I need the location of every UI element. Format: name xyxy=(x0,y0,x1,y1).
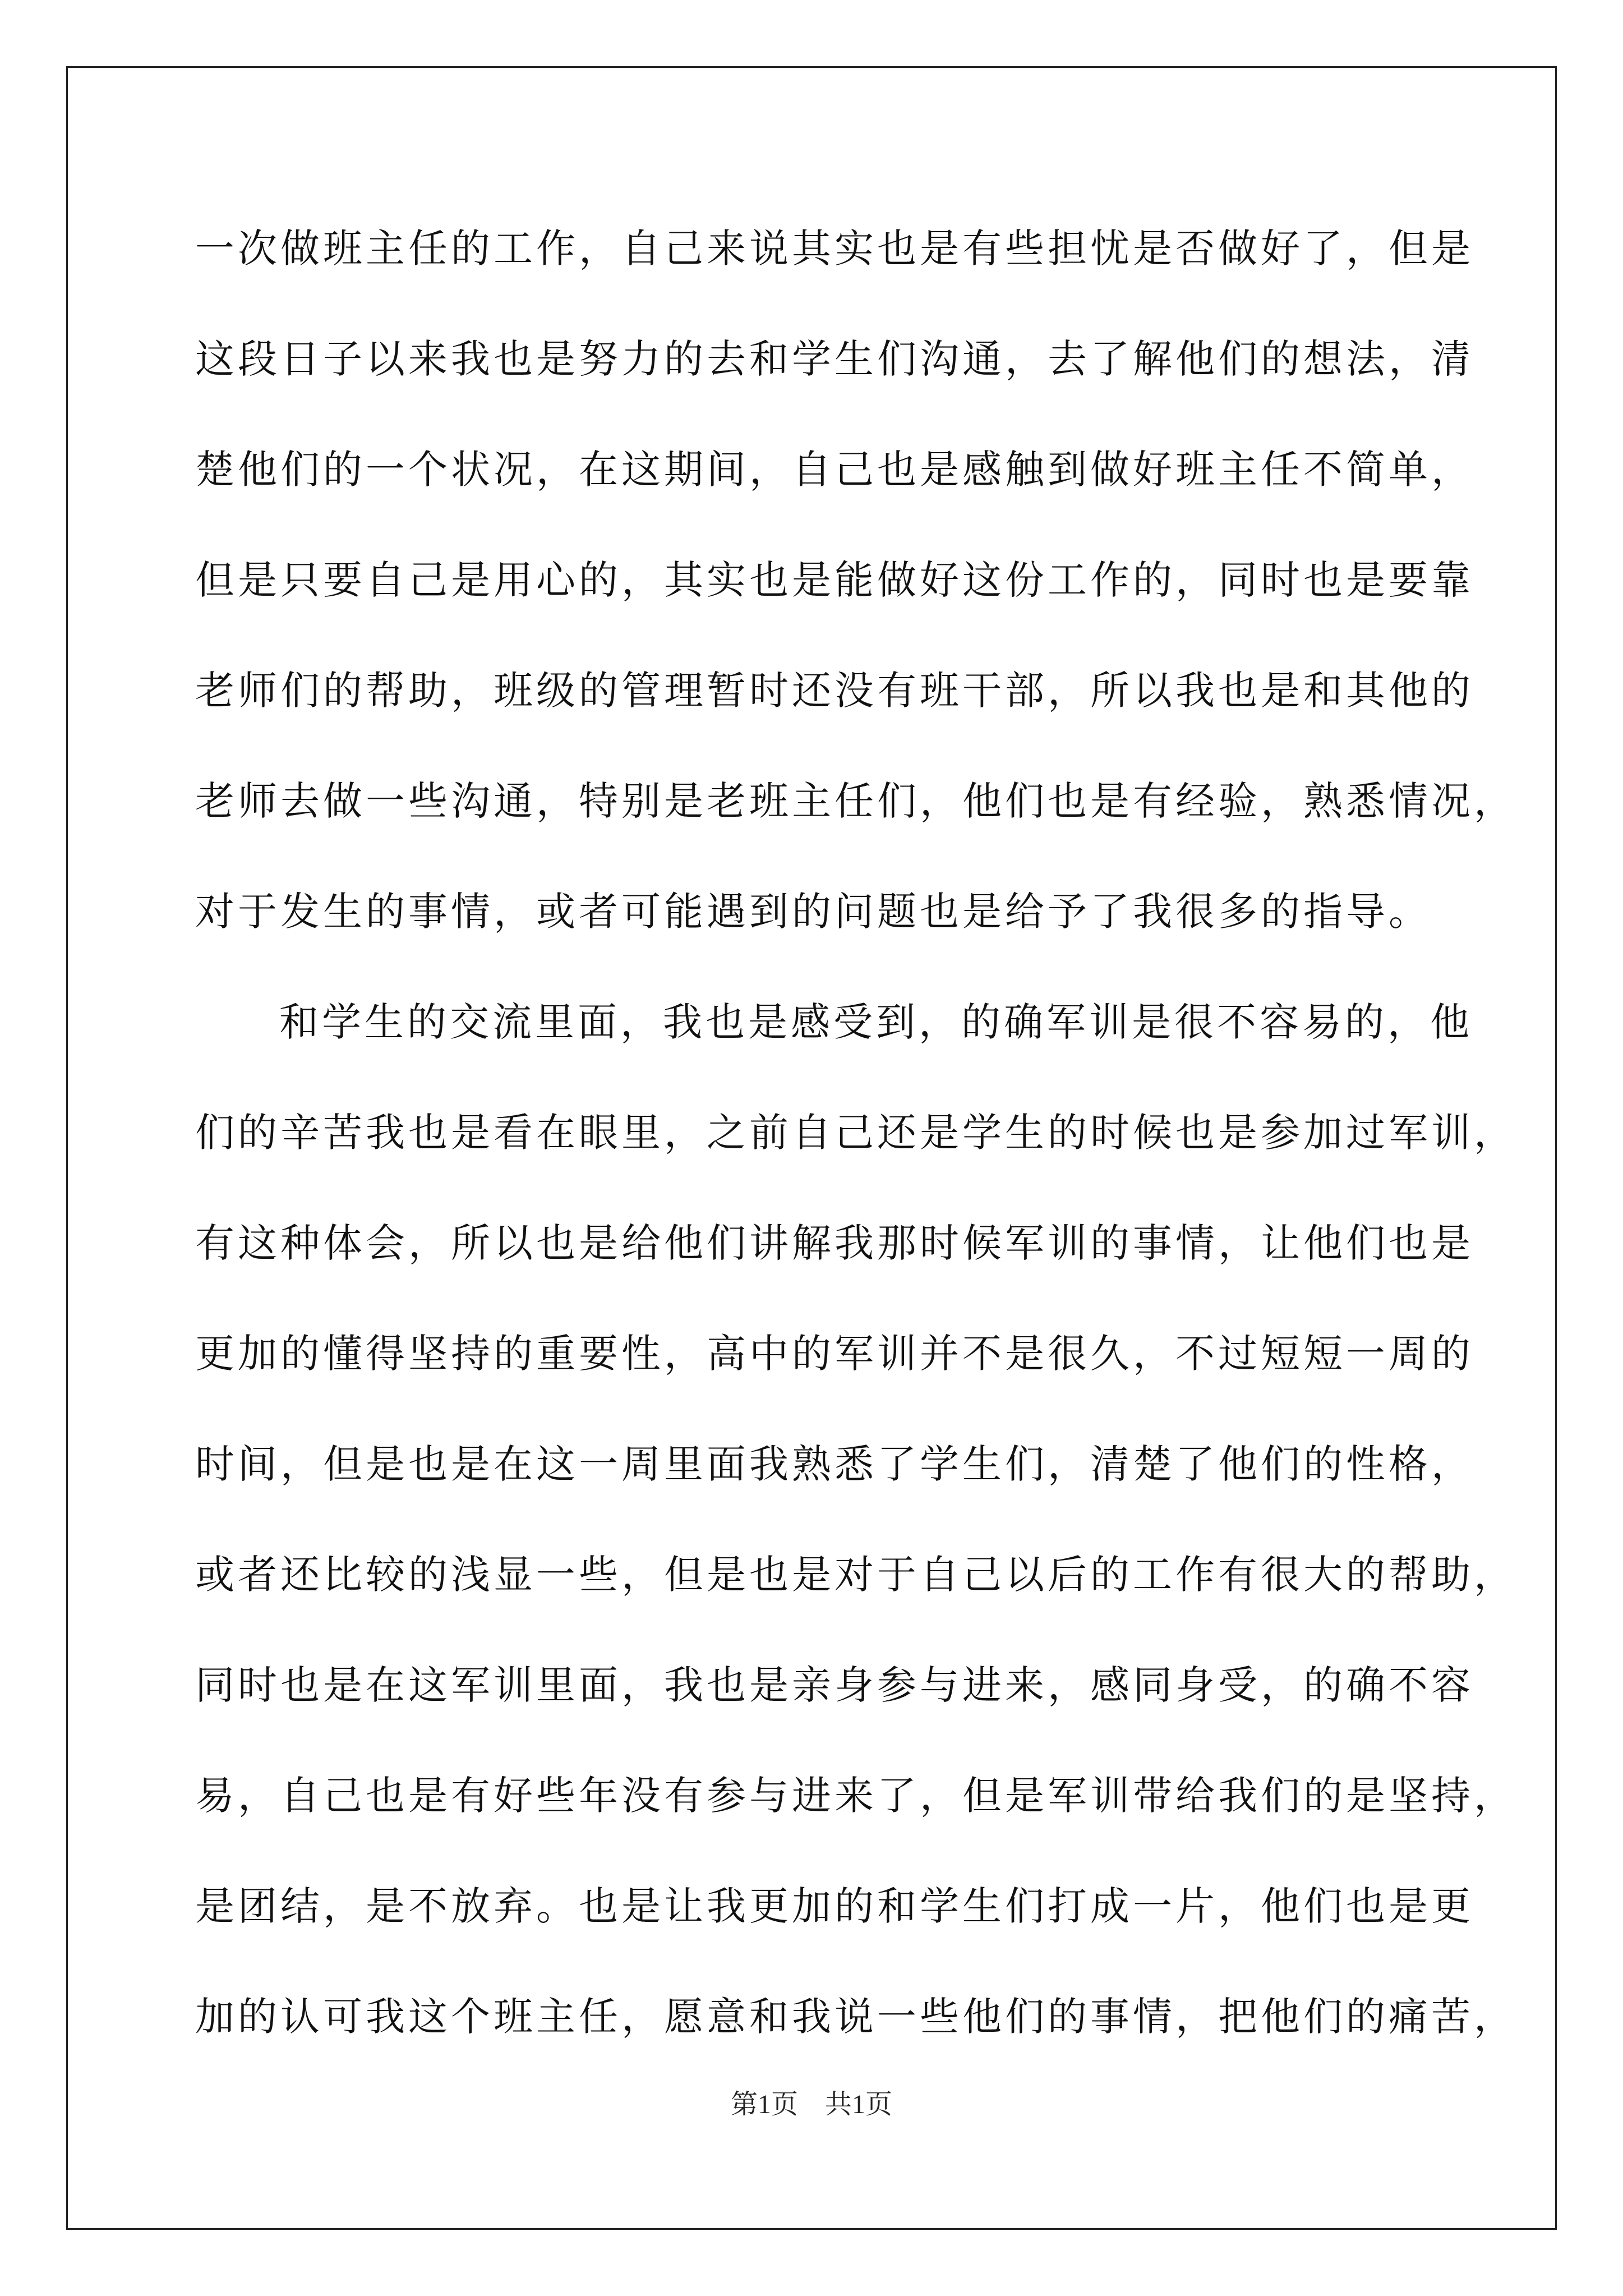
text-line-13: 或者还比较的浅显一些，但是也是对于自己以后的工作有很大的帮助， xyxy=(195,1552,1516,1598)
text-line-6: 老师去做一些沟通，特别是老班主任们，他们也是有经验，熟悉情况， xyxy=(195,778,1516,824)
text-line-17: 加的认可我这个班主任，愿意和我说一些他们的事情，把他们的痛苦， xyxy=(195,1994,1516,2040)
text-line-5: 老师们的帮助，班级的管理暂时还没有班干部，所以我也是和其他的 xyxy=(195,668,1474,714)
text-line-11: 更加的懂得坚持的重要性，高中的军训并不是很久，不过短短一周的 xyxy=(195,1331,1474,1377)
page-footer: 第1页 共1页 xyxy=(730,2090,892,2119)
text-line-10: 有这种体会，所以也是给他们讲解我那时候军训的事情，让他们也是 xyxy=(195,1220,1474,1266)
text-line-14: 同时也是在这军训里面，我也是亲身参与进来，感同身受，的确不容 xyxy=(195,1662,1474,1708)
text-line-8: 和学生的交流里面，我也是感受到，的确军训是很不容易的，他 xyxy=(279,999,1473,1045)
text-line-12: 时间，但是也是在这一周里面我熟悉了学生们，清楚了他们的性格， xyxy=(195,1441,1474,1487)
text-line-4: 但是只要自己是用心的，其实也是能做好这份工作的，同时也是要靠 xyxy=(195,557,1474,603)
body-text xyxy=(195,215,1516,2093)
text-line-15: 易，自己也是有好些年没有参与进来了，但是军训带给我们的是坚持， xyxy=(195,1773,1516,1819)
text-line-7: 对于发生的事情，或者可能遇到的问题也是给予了我很多的指导。 xyxy=(195,889,1431,935)
text-line-1: 一次做班主任的工作，自己来说其实也是有些担忧是否做好了，但是 xyxy=(195,226,1474,272)
text-line-16: 是团结，是不放弃。也是让我更加的和学生们打成一片，他们也是更 xyxy=(195,1883,1474,1929)
text-line-2: 这段日子以来我也是努力的去和学生们沟通，去了解他们的想法，清 xyxy=(195,336,1474,382)
text-line-9: 们的辛苦我也是看在眼里，之前自己还是学生的时候也是参加过军训， xyxy=(195,1110,1516,1156)
text-line-3: 楚他们的一个状况，在这期间，自己也是感触到做好班主任不简单， xyxy=(195,447,1474,493)
